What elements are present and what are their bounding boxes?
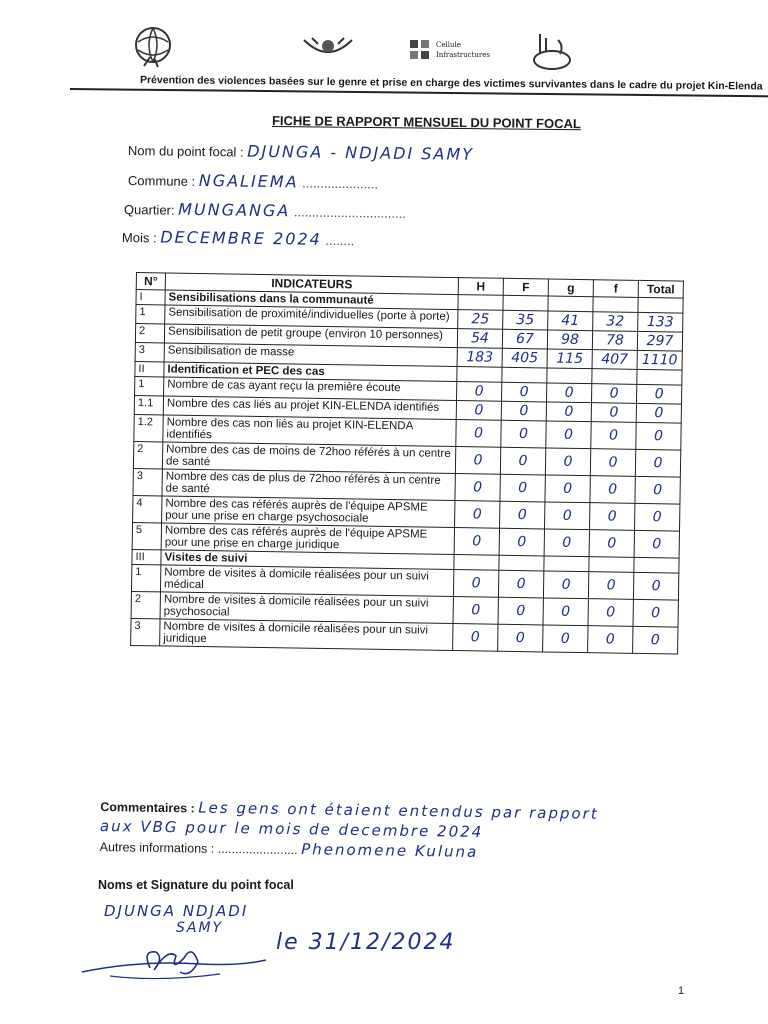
value-cell — [457, 367, 502, 383]
value-text: 98 — [560, 331, 580, 348]
value-text: 0 — [651, 578, 661, 595]
value-cell — [457, 348, 502, 368]
value-text: 0 — [650, 632, 660, 649]
row-number: 1 — [131, 564, 160, 591]
value-cell — [453, 570, 498, 598]
value-text: 0 — [473, 479, 483, 496]
comments-block: Commentaires : Les gens ont étaient entendus par rapport aux VBG pour le mois de decembre 2024 Autres informations : ....................... Phenomene Kuluna — [99, 798, 599, 861]
value-cell — [548, 311, 593, 331]
value-text: 0 — [518, 480, 528, 497]
value-cell — [591, 422, 636, 450]
value-text: 0 — [563, 480, 573, 497]
value-cell — [499, 555, 544, 571]
quartier-value: MUNGANGA — [178, 199, 291, 221]
row-number: 1.2 — [134, 414, 163, 441]
value-text: 0 — [608, 481, 618, 498]
value-text: 0 — [607, 535, 617, 552]
indicator-label: Sensibilisation de petit groupe (environ 10 personnes) — [164, 324, 457, 348]
row-number: 1 — [135, 376, 164, 395]
value-cell — [499, 528, 544, 556]
value-cell — [455, 474, 500, 502]
comments-line2: aux VBG pour le mois de decembre 2024 — [99, 817, 484, 842]
value-text: 0 — [652, 536, 662, 553]
value-text: 0 — [516, 576, 526, 593]
value-text: 0 — [562, 534, 572, 551]
value-cell — [637, 369, 682, 385]
col-header-h: H — [458, 278, 503, 296]
value-cell — [636, 384, 681, 404]
table-body — [131, 290, 684, 655]
value-cell — [638, 312, 683, 332]
mois-value: DECEMBRE 2024 — [160, 227, 322, 249]
indicator-label: Nombre des cas liés au projet KIN-ELENDA identifiés — [163, 396, 456, 420]
value-cell — [636, 422, 681, 450]
value-cell — [453, 624, 498, 652]
value-text: 0 — [519, 384, 529, 401]
value-cell — [588, 599, 633, 627]
value-cell — [590, 449, 635, 477]
value-text: 0 — [609, 385, 619, 402]
value-text: 32 — [606, 313, 625, 330]
indicators-table — [130, 272, 684, 655]
field-mois: Mois : DECEMBRE 2024 ........ — [121, 227, 355, 249]
col-header-num: N° — [136, 273, 165, 290]
commune-label: Commune : — [127, 173, 196, 189]
row-number: 5 — [132, 522, 161, 549]
indicator-label: Sensibilisation de proximité/individuelles (porte à porte) — [165, 305, 458, 329]
value-cell — [545, 502, 590, 530]
row-number: 2 — [133, 441, 162, 468]
value-cell — [544, 556, 589, 572]
signature-date: le 31/12/2024 — [276, 930, 456, 955]
value-cell — [498, 570, 543, 598]
value-text: 0 — [609, 404, 619, 421]
value-text: 0 — [518, 453, 528, 470]
col-header-total: Total — [638, 280, 683, 298]
value-text: 0 — [519, 403, 529, 420]
indicator-label: Nombre des cas de plus de 72hoo référés à un centre de santé — [162, 469, 455, 501]
autres-value: Phenomene Kuluna — [301, 840, 479, 861]
indicator-label: Sensibilisations dans la communauté — [165, 290, 458, 310]
value-text: 0 — [473, 425, 484, 442]
value-text: 0 — [517, 507, 527, 524]
autres-label: Autres informations : — [99, 839, 215, 856]
value-cell — [502, 367, 547, 383]
value-text: 0 — [470, 629, 480, 646]
value-text: 78 — [605, 332, 625, 349]
value-cell — [635, 476, 680, 504]
value-text: 0 — [561, 576, 571, 593]
indicator-label: Nombre de visites à domicile réalisées pour un suivi psychosocial — [160, 592, 453, 624]
value-cell — [500, 501, 545, 529]
value-text: 25 — [471, 311, 490, 328]
value-cell — [635, 503, 680, 531]
value-text: 183 — [466, 349, 494, 366]
indicator-label: Nombre de visites à domicile réalisées pour un suivi médical — [160, 565, 453, 597]
value-text: 0 — [606, 577, 616, 594]
signature-name-line1: DJUNGA NDJADI — [104, 902, 249, 920]
value-text: 0 — [518, 426, 529, 443]
value-cell — [633, 599, 678, 627]
value-text: 0 — [473, 452, 483, 469]
value-cell — [633, 626, 678, 654]
indicator-label: Identification et PEC des cas — [164, 362, 457, 382]
row-number: III — [132, 549, 161, 564]
value-cell — [546, 421, 591, 449]
value-cell — [546, 402, 591, 422]
value-text: 0 — [564, 403, 574, 420]
row-number: 1 — [136, 305, 165, 324]
value-text: 297 — [646, 333, 674, 350]
value-cell — [500, 447, 545, 475]
value-cell — [455, 501, 500, 529]
quartier-label: Quartier: — [123, 202, 175, 218]
value-cell — [588, 626, 633, 654]
value-text: 0 — [651, 605, 661, 622]
value-cell — [502, 329, 547, 349]
value-cell — [637, 350, 682, 370]
value-cell — [454, 555, 499, 571]
commune-value: NGALIEMA — [198, 170, 299, 192]
value-text: 0 — [653, 428, 664, 445]
value-text: 0 — [562, 507, 572, 524]
value-text: 0 — [607, 508, 617, 525]
indicator-label: Nombre des cas de moins de 72hoo référés à un centre de santé — [162, 442, 455, 474]
value-cell — [457, 329, 502, 349]
value-cell — [457, 382, 502, 402]
value-text: 0 — [608, 454, 618, 471]
value-cell — [456, 401, 501, 421]
field-quartier: Quartier: MUNGANGA ............................... — [123, 199, 407, 221]
signature-name-line2: SAMY — [176, 920, 224, 936]
signature-label: Noms et Signature du point focal — [98, 878, 294, 892]
value-text: 0 — [516, 603, 526, 620]
value-text: 0 — [654, 386, 664, 403]
value-cell — [637, 331, 682, 351]
value-text: 407 — [601, 351, 629, 368]
value-cell — [498, 624, 543, 652]
value-cell — [500, 474, 545, 502]
row-number: 1.1 — [134, 395, 163, 414]
page-title: FICHE DE RAPPORT MENSUEL DU POINT FOCAL — [271, 113, 581, 132]
value-text: 0 — [474, 402, 484, 419]
value-cell — [589, 557, 634, 573]
indicator-label: Nombre des cas référés auprès de l'équipe APSME pour une prise en charge psychosociale — [162, 496, 455, 528]
value-cell — [634, 557, 679, 573]
value-cell — [547, 349, 592, 369]
row-number: 3 — [133, 468, 162, 495]
value-text: 0 — [560, 630, 570, 647]
value-text: 0 — [652, 509, 662, 526]
row-number: 4 — [133, 495, 162, 522]
value-cell — [545, 448, 590, 476]
value-cell — [592, 384, 637, 404]
field-nom — [128, 140, 474, 164]
value-cell — [636, 403, 681, 423]
value-text: 0 — [563, 426, 574, 443]
seal-logo-icon — [530, 30, 574, 79]
value-cell — [503, 310, 548, 330]
value-text: 0 — [606, 604, 616, 621]
value-text: 405 — [511, 349, 539, 367]
handwritten-signature — [80, 938, 270, 993]
value-cell — [547, 383, 592, 403]
value-cell — [591, 403, 636, 423]
value-text: 0 — [605, 631, 615, 648]
col-header-g: g — [548, 279, 593, 297]
coat-of-arms-icon — [300, 34, 356, 69]
value-cell — [638, 297, 683, 313]
value-text: 0 — [564, 384, 574, 401]
indicator-label: Sensibilisation de masse — [164, 343, 457, 367]
value-text: 67 — [515, 330, 535, 348]
value-cell — [501, 401, 546, 421]
value-cell — [592, 350, 637, 370]
indicator-label: Nombre de cas ayant reçu la première écoute — [164, 377, 457, 401]
header-subtitle: Prévention des violences basées sur le genre et prise en charge des victimes survivantes dans le cadre du projet Kin-Elenda — [139, 74, 763, 93]
value-cell — [453, 597, 498, 625]
value-cell — [592, 331, 637, 351]
comments-line1: Les gens ont étaient entendus par rapport — [198, 798, 599, 823]
value-text: 0 — [517, 534, 527, 551]
value-text: 0 — [561, 603, 571, 620]
value-text: 0 — [563, 453, 573, 470]
value-cell — [590, 503, 635, 531]
value-cell — [547, 368, 592, 384]
value-text: 54 — [470, 330, 490, 347]
value-cell — [501, 420, 546, 448]
value-text: 0 — [471, 575, 481, 592]
page-number: 1 — [678, 985, 685, 997]
value-cell — [456, 420, 501, 448]
value-cell — [589, 530, 634, 558]
value-cell — [543, 625, 588, 653]
value-cell — [502, 348, 547, 368]
value-cell — [592, 369, 637, 385]
field-commune: Commune : NGALIEMA ..................... — [127, 170, 379, 192]
value-text: 0 — [654, 405, 664, 422]
row-number: II — [135, 361, 164, 376]
value-text: 0 — [472, 506, 482, 523]
row-number: 3 — [131, 618, 160, 645]
value-cell — [547, 330, 592, 350]
value-cell — [590, 476, 635, 504]
indicator-label: Visites de suivi — [161, 550, 454, 570]
value-text: 0 — [653, 455, 663, 472]
comments-label: Commentaires : — [100, 800, 195, 816]
value-text: 41 — [561, 312, 580, 329]
value-cell — [588, 572, 633, 600]
value-cell — [545, 475, 590, 503]
mois-label: Mois : — [121, 230, 157, 246]
value-cell — [543, 571, 588, 599]
value-cell — [633, 572, 678, 600]
value-cell — [543, 598, 588, 626]
nom-label: Nom du point focal : — [127, 143, 244, 160]
value-text: 0 — [474, 383, 484, 400]
value-cell — [498, 597, 543, 625]
value-text: 35 — [516, 311, 535, 329]
value-cell — [454, 528, 499, 556]
value-cell — [544, 529, 589, 557]
value-text: 0 — [653, 482, 663, 499]
col-header-f: F — [503, 278, 548, 296]
value-cell — [458, 295, 503, 311]
value-text: 115 — [556, 350, 584, 368]
value-cell — [503, 295, 548, 311]
indicator-label: Nombre des cas référés auprès de l'équipe APSME pour une prise en charge juridique — [161, 523, 454, 555]
value-text: 0 — [472, 533, 482, 550]
value-cell — [634, 530, 679, 558]
nom-value: DJUNGA - NDJADI SAMY — [247, 141, 475, 164]
cellule-infrastructures-logo: Cellule Infrastructures — [408, 38, 432, 67]
indicator-label: Nombre des cas non liés au projet KIN-ELENDA identifiés — [163, 415, 456, 447]
value-cell — [502, 382, 547, 402]
value-text: 0 — [515, 630, 525, 647]
value-text: 0 — [608, 427, 619, 444]
value-cell — [455, 447, 500, 475]
row-number: I — [136, 290, 165, 305]
col-header-f-small: f — [593, 280, 638, 298]
value-cell — [458, 310, 503, 330]
row-number: 2 — [131, 591, 160, 618]
value-cell — [548, 296, 593, 312]
row-number: 3 — [135, 342, 164, 361]
value-text: 1110 — [641, 351, 678, 369]
value-text: 133 — [646, 314, 674, 331]
value-cell — [635, 449, 680, 477]
value-cell — [593, 297, 638, 313]
indicator-label: Nombre de visites à domicile réalisées pour un suivi juridique — [160, 619, 453, 651]
row-number: 2 — [135, 324, 164, 343]
value-cell — [593, 312, 638, 332]
globe-logo-icon — [130, 22, 176, 73]
col-header-indicateurs: INDICATEURS — [165, 273, 458, 295]
value-text: 0 — [471, 602, 481, 619]
